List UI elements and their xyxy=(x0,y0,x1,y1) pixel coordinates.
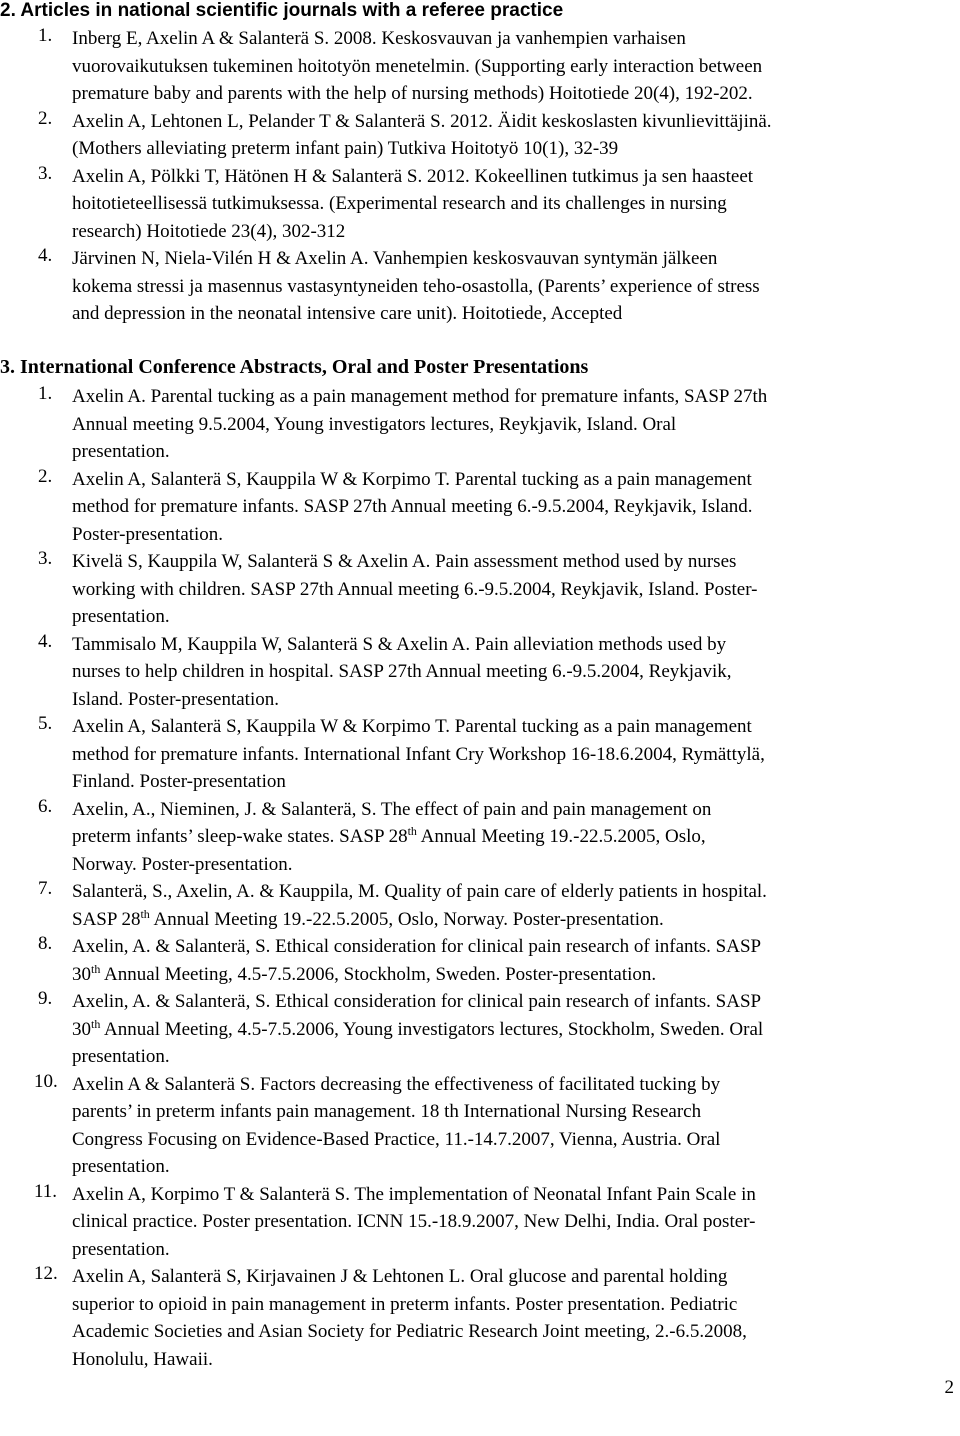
text-line: Congress Focusing on Evidence-Based Practice, 11.-14.7.2007, Vienna, Austria. Oral xyxy=(72,1128,721,1150)
text-line: Axelin, A. & Salanterä, S. Ethical consideration for clinical pain research of infants. SASP xyxy=(72,936,762,957)
text-line: Axelin A & Salanterä S. Factors decreasing the effectiveness of facilitated tucking by xyxy=(72,1073,721,1095)
text-line: SASP 28th Annual Meeting 19.-22.5.2005, Oslo, Norway. Poster-presentation. xyxy=(72,906,664,930)
text-line: Salanterä, S., Axelin, A. & Kauppila, M. Quality of pain care of elderly patients in hospital. xyxy=(72,881,767,902)
list-item-number: 6. xyxy=(38,795,53,817)
text-line: premature baby and parents with the help of nursing methods) Hoitotiede 20(4), 192-202. xyxy=(72,83,753,104)
list-item-text xyxy=(72,466,948,549)
text-line: Annual meeting 9.5.2004, Young investigators lectures, Reykjavik, Island. Oral xyxy=(72,413,677,435)
text-line: presentation. xyxy=(72,1156,170,1177)
list-item-text xyxy=(72,383,948,466)
text-line: Norway. Poster-presentation. xyxy=(72,853,293,875)
text-line: Axelin A, Lehtonen L, Pelander T & Salanterä S. 2012. Äidit keskoslasten kivunlievittäjinä. xyxy=(72,110,772,132)
text-line: 30th Annual Meeting, 4.5-7.5.2006, Young investigators lectures, Stockholm, Sweden. Oral xyxy=(72,1016,764,1040)
list-item-number: 1. xyxy=(38,383,53,404)
text-line: Finland. Poster-presentation xyxy=(72,771,286,792)
list-item-text xyxy=(72,108,948,163)
list-item-number: 2. xyxy=(38,465,53,487)
text-line: Axelin A, Salanterä S, Kirjavainen J & Lehtonen L. Oral glucose and parental holding xyxy=(72,1266,728,1287)
text-line: presentation. xyxy=(72,1046,170,1067)
list-item-number: 8. xyxy=(38,933,53,954)
list-item-number: 11. xyxy=(34,1180,58,1202)
text-line: Axelin A, Salanterä S, Kauppila W & Korpimo T. Parental tucking as a pain management xyxy=(72,716,752,737)
list-item-text xyxy=(72,631,948,714)
text-line: and depression in the neonatal intensive care unit). Hoitotiede, Accepted xyxy=(72,303,623,324)
text-line: clinical practice. Poster presentation. ICNN 15.-18.9.2007, New Delhi, India. Oral poster- xyxy=(72,1211,756,1232)
text-line: (Mothers alleviating preterm infant pain) Tutkiva Hoitotyö 10(1), 32-39 xyxy=(72,138,619,159)
text-line: hoitotieteellisessä tutkimuksessa. (Experimental research and its challenges in nursing xyxy=(72,193,727,214)
list-item-number: 9. xyxy=(38,988,53,1009)
text-line: Axelin A. Parental tucking as a pain management method for premature infants, SASP 27th xyxy=(72,386,768,407)
page-number: 2 xyxy=(944,1377,954,1398)
text-line: method for premature infants. SASP 27th Annual meeting 6.-9.5.2004, Reykjavik, Island. xyxy=(72,496,753,517)
list-item-number: 3. xyxy=(38,162,53,184)
text-line: preterm infants’ sleep-wake states. SASP 28th Annual Meeting 19.-22.5.2005, Oslo, xyxy=(72,824,706,847)
text-line: presentation. xyxy=(72,441,170,462)
list-item-number: 4. xyxy=(38,630,53,652)
section-2-heading: 2. Articles in national scientific journals with a referee practice xyxy=(0,0,564,21)
text-line: vuorovaikutuksen tukeminen hoitotyön menetelmin. (Supporting early interaction between xyxy=(72,55,763,77)
list-item-number: 7. xyxy=(38,878,53,899)
list-item-number: 10. xyxy=(34,1070,58,1092)
text-line: Kivelä S, Kauppila W, Salanterä S & Axelin A. Pain assessment method used by nurses xyxy=(72,551,737,572)
text-line: parents’ in preterm infants pain management. 18 th International Nursing Research xyxy=(72,1101,702,1122)
text-line: kokema stressi ja masennus vastasyntyneiden teho-osastolla, (Parents’ experience of stress xyxy=(72,275,760,297)
list-item-text xyxy=(72,988,948,1071)
text-line: Island. Poster-presentation. xyxy=(72,688,279,710)
text-line: nurses to help children in hospital. SASP 27th Annual meeting 6.-9.5.2004, Reykjavik, xyxy=(72,661,732,682)
list-item-text xyxy=(72,878,948,933)
text-line: Axelin A, Korpimo T & Salanterä S. The implementation of Neonatal Infant Pain Scale in xyxy=(72,1183,756,1205)
text-line: 30th Annual Meeting, 4.5-7.5.2006, Stockholm, Sweden. Poster-presentation. xyxy=(72,961,657,985)
list-item-text xyxy=(72,25,948,108)
text-line: superior to opioid in pain management in preterm infants. Poster presentation. Pediatric xyxy=(72,1293,738,1315)
list-item-number: 5. xyxy=(38,713,53,734)
text-line: Tammisalo M, Kauppila W, Salanterä S & Axelin A. Pain alleviation methods used by xyxy=(72,633,727,655)
list-item-text xyxy=(72,163,948,246)
text-line: presentation. xyxy=(72,606,170,627)
text-line: presentation. xyxy=(72,1238,170,1260)
text-line: Järvinen N, Niela-Vilén H & Axelin A. Vanhempien keskosvauvan syntymän jälkeen xyxy=(72,248,718,269)
text-line: research) Hoitotiede 23(4), 302-312 xyxy=(72,220,346,242)
list-item-number: 2. xyxy=(38,107,53,129)
text-line: Axelin A, Pölkki T, Hätönen H & Salanterä S. 2012. Kokeellinen tutkimus ja sen haasteet xyxy=(72,165,754,187)
text-line: Axelin, A., Nieminen, J. & Salanterä, S. The effect of pain and pain management on xyxy=(72,798,712,820)
list-item-number: 3. xyxy=(38,548,53,569)
list-item-text xyxy=(72,1071,948,1181)
list-item-text xyxy=(72,1181,948,1264)
text-line: Honolulu, Hawaii. xyxy=(72,1348,213,1370)
text-line: Axelin A, Salanterä S, Kauppila W & Korpimo T. Parental tucking as a pain management xyxy=(72,468,752,490)
text-line: method for premature infants. International Infant Cry Workshop 16-18.6.2004, Rymättylä, xyxy=(72,743,765,765)
list-item-text xyxy=(72,1263,948,1373)
text-line: Axelin, A. & Salanterä, S. Ethical consideration for clinical pain research of infants. SASP xyxy=(72,991,762,1012)
list-item-text xyxy=(72,548,948,631)
section-3-heading: 3. International Conference Abstracts, Oral and Poster Presentations xyxy=(0,356,589,378)
text-line: Poster-presentation. xyxy=(72,523,224,545)
text-line: Inberg E, Axelin A & Salanterä S. 2008. Keskosvauvan ja vanhempien varhaisen xyxy=(72,28,686,49)
text-line: Academic Societies and Asian Society for Pediatric Research Joint meeting, 2.-6.5.2008, xyxy=(72,1321,747,1342)
list-item-text xyxy=(72,796,948,879)
list-item-text xyxy=(72,245,948,328)
list-item-number: 4. xyxy=(38,245,53,266)
text-line: working with children. SASP 27th Annual meeting 6.-9.5.2004, Reykjavik, Island. Poster- xyxy=(72,578,758,600)
list-item-number: 1. xyxy=(38,25,53,46)
list-item-text xyxy=(72,933,948,988)
list-item-number: 12. xyxy=(34,1263,58,1284)
list-item-text xyxy=(72,713,948,796)
